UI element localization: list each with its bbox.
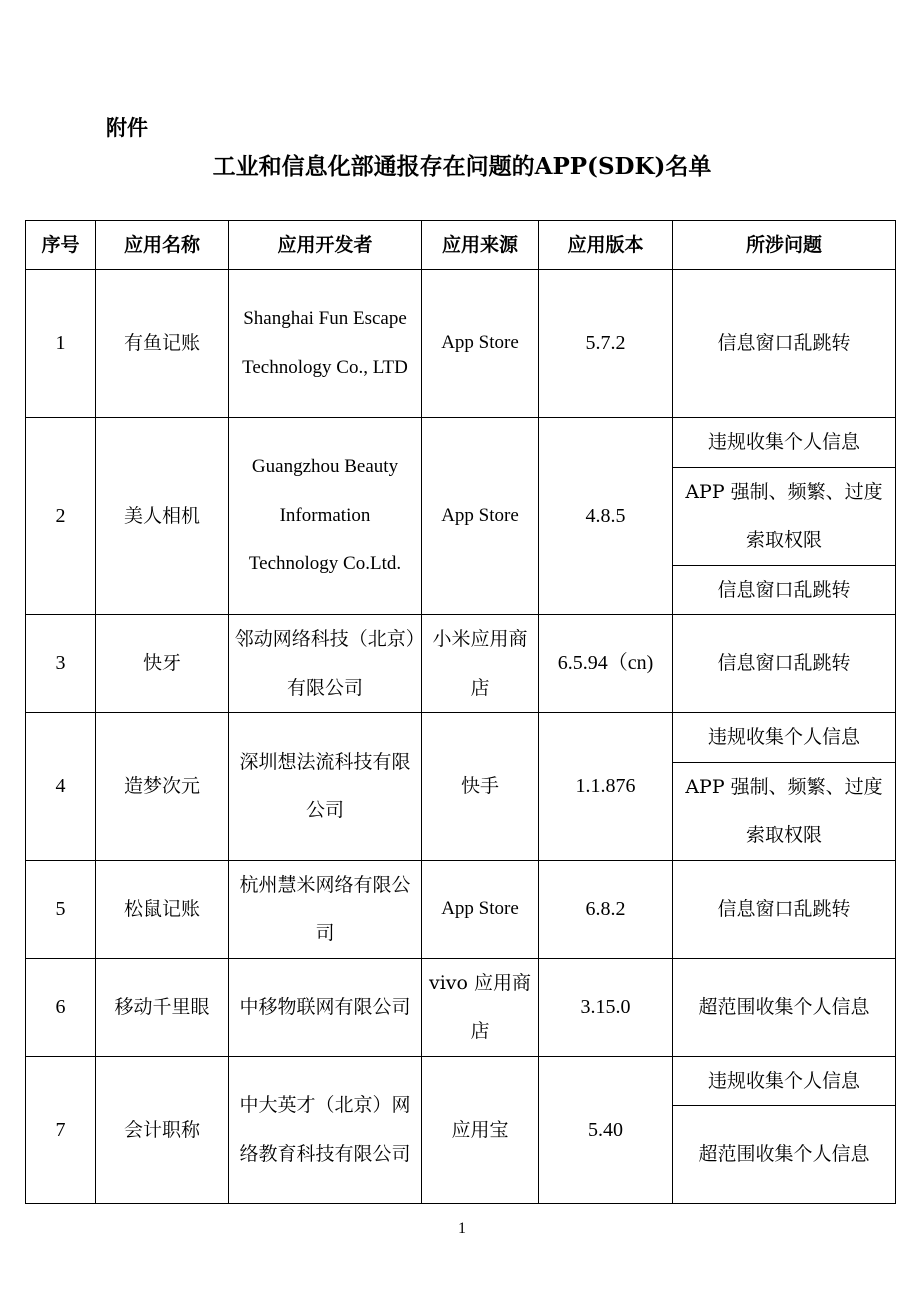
- cell-developer: Shanghai Fun Escape Technology Co., LTD: [229, 270, 422, 418]
- table-header-row: [26, 221, 896, 270]
- cell-issue: 超范围收集个人信息: [673, 958, 896, 1056]
- app-list-table: [25, 220, 896, 1204]
- page-number: 1: [458, 1220, 466, 1237]
- cell-no: 2: [26, 418, 96, 615]
- cell-issue: 违规收集个人信息: [673, 713, 896, 763]
- cell-source: 小米应用商店: [422, 615, 539, 713]
- cell-app-name: 快牙: [96, 615, 229, 713]
- cell-version: 3.15.0: [539, 958, 673, 1056]
- cell-version: 6.8.2: [539, 860, 673, 958]
- col-header-issues: 所涉问题: [673, 221, 896, 270]
- cell-issue: 超范围收集个人信息: [673, 1106, 896, 1204]
- cell-app-name: 移动千里眼: [96, 958, 229, 1056]
- table-row: [26, 418, 896, 468]
- table-row: [26, 1056, 896, 1106]
- cell-source: vivo 应用商店: [422, 958, 539, 1056]
- col-header-app-name: 应用名称: [96, 221, 229, 270]
- cell-no: 5: [26, 860, 96, 958]
- cell-version: 4.8.5: [539, 418, 673, 615]
- col-header-source: 应用来源: [422, 221, 539, 270]
- cell-issue: 违规收集个人信息: [673, 1056, 896, 1106]
- cell-version: 1.1.876: [539, 713, 673, 861]
- cell-issue: APP 强制、频繁、过度索取权限: [673, 467, 896, 565]
- cell-no: 3: [26, 615, 96, 713]
- cell-developer: 邻动网络科技（北京）有限公司: [229, 615, 422, 713]
- cell-app-name: 造梦次元: [96, 713, 229, 861]
- col-header-developer: 应用开发者: [229, 221, 422, 270]
- col-header-no: 序号: [26, 221, 96, 270]
- cell-issue: 信息窗口乱跳转: [673, 270, 896, 418]
- document-title: 工业和信息化部通报存在问题的APP(SDK)名单: [212, 153, 712, 180]
- cell-no: 6: [26, 958, 96, 1056]
- cell-version: 6.5.94（cn): [539, 615, 673, 713]
- table-row: [26, 270, 896, 418]
- cell-no: 1: [26, 270, 96, 418]
- cell-developer: 杭州慧米网络有限公司: [229, 860, 422, 958]
- cell-issue: 信息窗口乱跳转: [673, 565, 896, 615]
- table-row: [26, 860, 896, 958]
- cell-source: App Store: [422, 418, 539, 615]
- table-row: [26, 958, 896, 1056]
- cell-issue: APP 强制、频繁、过度索取权限: [673, 762, 896, 860]
- cell-source: App Store: [422, 270, 539, 418]
- cell-app-name: 会计职称: [96, 1056, 229, 1204]
- cell-app-name: 有鱼记账: [96, 270, 229, 418]
- col-header-version: 应用版本: [539, 221, 673, 270]
- cell-source: 应用宝: [422, 1056, 539, 1204]
- cell-version: 5.40: [539, 1056, 673, 1204]
- cell-version: 5.7.2: [539, 270, 673, 418]
- table-row: [26, 615, 896, 713]
- cell-developer: 中大英才（北京）网络教育科技有限公司: [229, 1056, 422, 1204]
- cell-no: 4: [26, 713, 96, 861]
- cell-app-name: 美人相机: [96, 418, 229, 615]
- table-row: [26, 713, 896, 763]
- cell-developer: 中移物联网有限公司: [229, 958, 422, 1056]
- cell-app-name: 松鼠记账: [96, 860, 229, 958]
- cell-no: 7: [26, 1056, 96, 1204]
- cell-developer: 深圳想法流科技有限公司: [229, 713, 422, 861]
- cell-issue: 违规收集个人信息: [673, 418, 896, 468]
- cell-issue: 信息窗口乱跳转: [673, 860, 896, 958]
- cell-developer: Guangzhou Beauty Information Technology Co.Ltd.: [229, 418, 422, 615]
- cell-issue: 信息窗口乱跳转: [673, 615, 896, 713]
- attachment-label: 附件: [106, 115, 148, 140]
- cell-source: 快手: [422, 713, 539, 861]
- cell-source: App Store: [422, 860, 539, 958]
